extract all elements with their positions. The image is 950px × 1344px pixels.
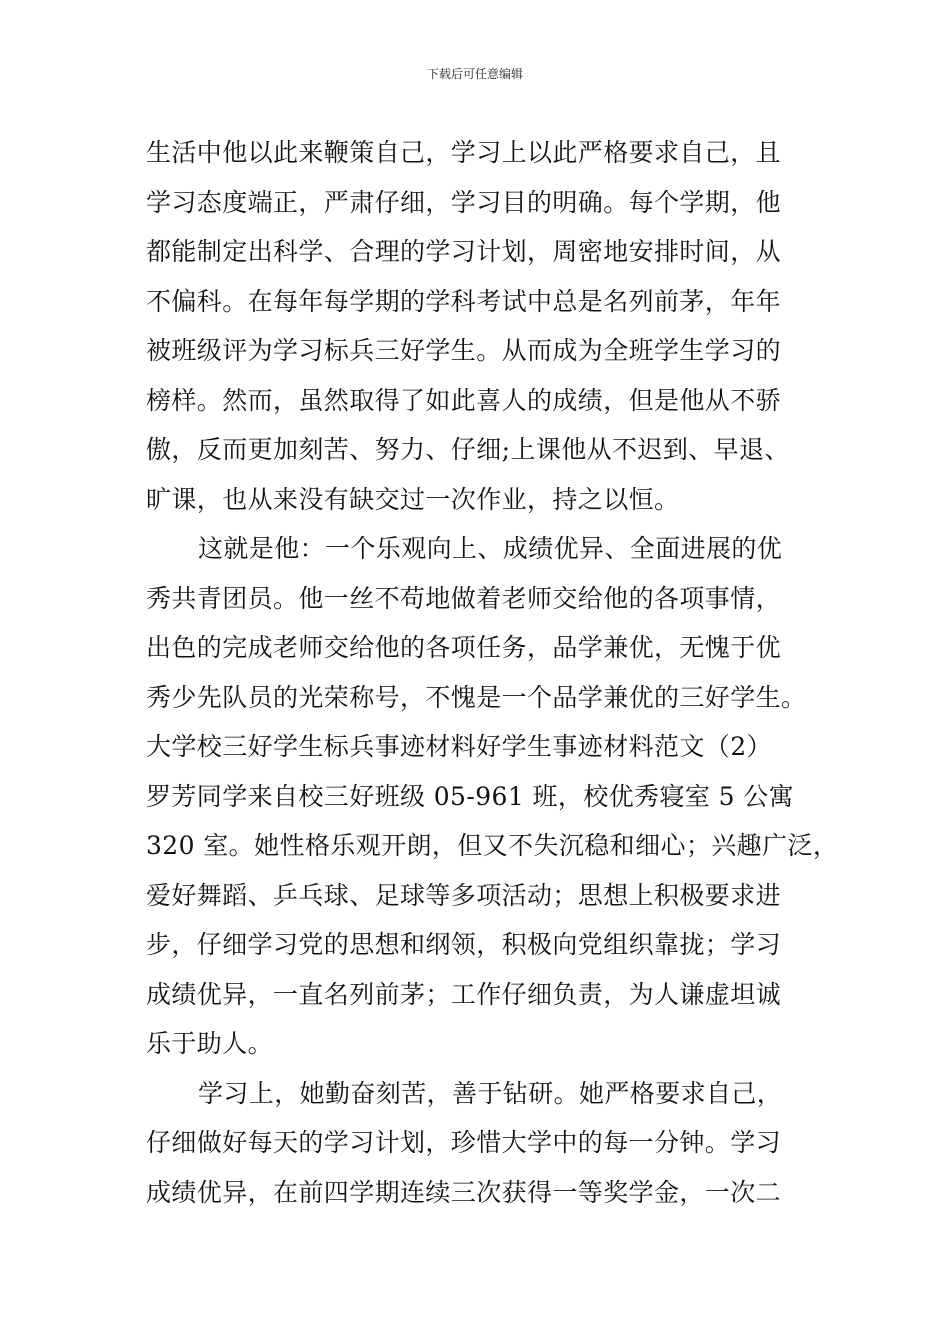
- text-line: 秀共青团员。他一丝不苟地做着老师交给他的各项事情，: [146, 583, 782, 613]
- text-line: 生活中他以此来鞭策自己，学习上以此严格要求自己，且: [146, 138, 782, 167]
- text-line: 这就是他：一个乐观向上、成绩优异、全面进展的优: [198, 534, 783, 563]
- text-line: 不偏科。在每年每学期的学科考试中总是名列前茅，年年: [146, 286, 782, 316]
- text-line: 榜样。然而，虽然取得了如此喜人的成绩，但是他从不骄: [146, 385, 782, 415]
- text-line: 成绩优异，在前四学期连续三次获得一等奖学金，一次二: [146, 1177, 782, 1207]
- text-line: 爱好舞蹈、乒乓球、足球等多项活动；思想上积极要求进: [146, 880, 782, 910]
- text-line: 大学校三好学生标兵事迹材料好学生事迹材料范文（2）: [146, 732, 772, 761]
- text-line: 步，仔细学习党的思想和纲领，积极向党组织靠拢；学习: [146, 930, 782, 959]
- text-line: 学习态度端正，严肃仔细，学习目的明确。每个学期，他: [146, 187, 782, 217]
- text-line: 旷课，也从来没有缺交过一次作业，持之以恒。: [146, 484, 680, 514]
- text-line: 320 室。她性格乐观开朗，但又不失沉稳和细心；兴趣广泛，: [146, 831, 839, 860]
- text-line: 出色的完成老师交给他的各项任务，品学兼优，无愧于优: [146, 633, 782, 662]
- text-line: 学习上，她勤奋刻苦，善于钻研。她严格要求自己，: [198, 1078, 783, 1108]
- text-line: 乐于助人。: [146, 1029, 274, 1058]
- text-line: 仔细做好每天的学习计划，珍惜大学中的每一分钟。学习: [146, 1128, 782, 1157]
- text-line: 都能制定出科学、合理的学习计划，周密地安排时间，从: [146, 237, 782, 266]
- text-line: 傲，反而更加刻苦、努力、仔细;上课他从不迟到、早退、: [146, 435, 790, 464]
- text-line: 被班级评为学习标兵三好学生。从而成为全班学生学习的: [146, 336, 782, 365]
- text-line: 成绩优异，一直名列前茅；工作仔细负责，为人谦虚坦诚: [146, 979, 782, 1009]
- text-line: 秀少先队员的光荣称号，不愧是一个品学兼优的三好学生。: [146, 682, 807, 712]
- document-body: [146, 128, 839, 1217]
- page-header: 下载后可任意编辑: [426, 67, 523, 81]
- text-line: 罗芳同学来自校三好班级 05-961 班，校优秀寝室 5 公寓: [146, 781, 795, 811]
